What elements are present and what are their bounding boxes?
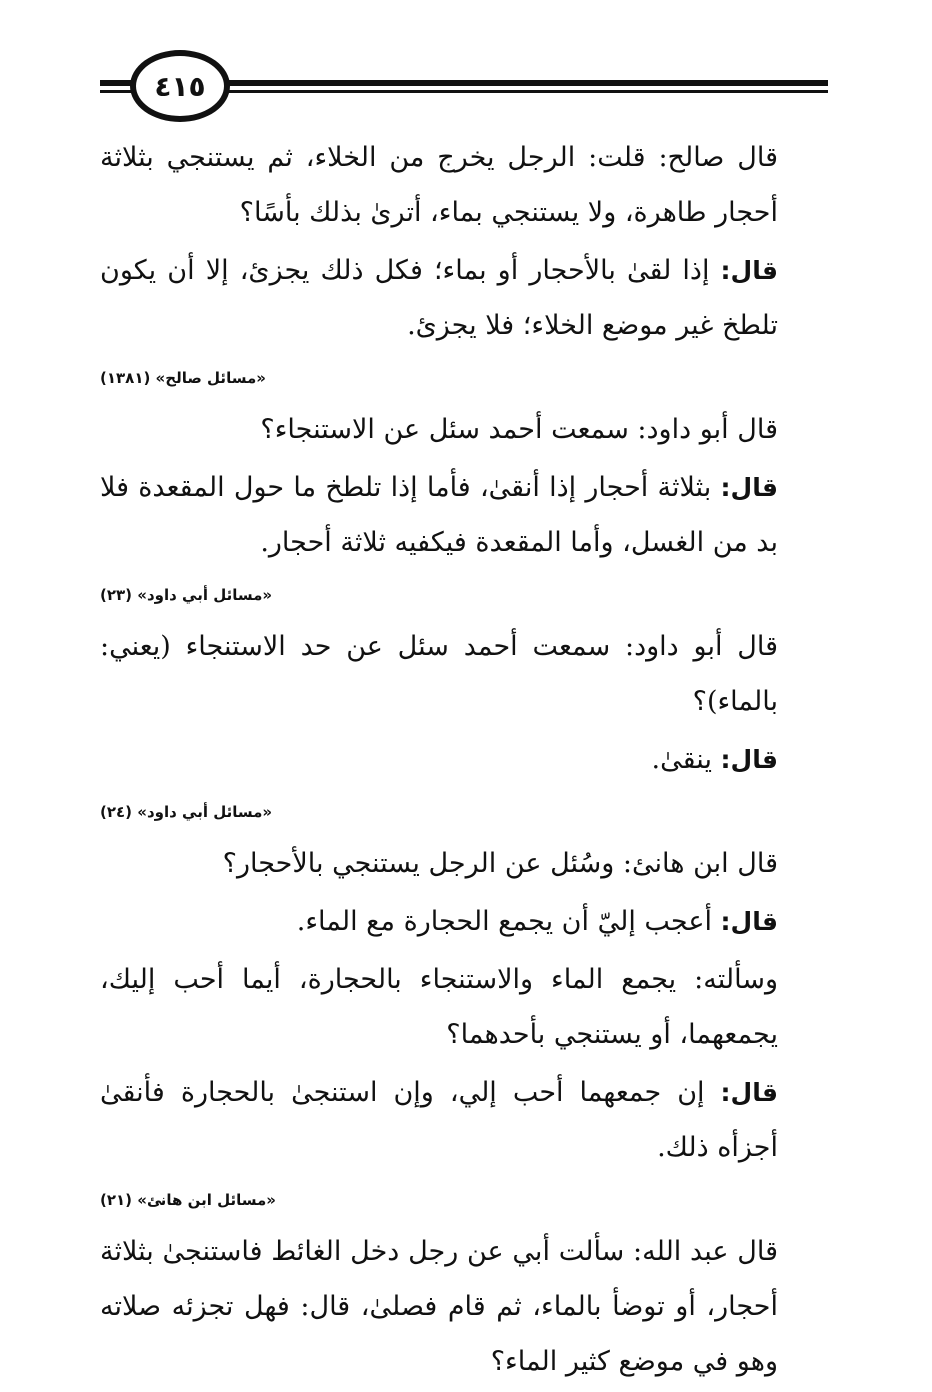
page-header (100, 48, 828, 128)
answer-paragraph (100, 1065, 828, 1175)
paragraph-text: قال ابن هانئ: وسُئل عن الرجل يستنجي بالأحجار؟ (222, 848, 778, 879)
paragraph-text: بثلاثة أحجار إذا أنقىٰ، فأما إذا تلطخ ما حول المقعدة فلا بد من الغسل، وأما المقعدة فيكفيه ثلاثة أحجار. (100, 472, 778, 558)
paragraph-text: قال أبو داود: سمعت أحمد سئل عن الاستنجاء؟ (260, 414, 778, 445)
page-body (100, 130, 828, 1392)
answer-keyword: قال: (720, 256, 778, 285)
source-citation: «مسائل صالح» (١٣٨١) (100, 369, 266, 387)
answer-keyword: قال: (720, 907, 778, 936)
paragraph-text: قال عبد الله: سألت أبي عن رجل دخل الغائط فاستنجىٰ بثلاثة أحجار، أو توضأ بالماء، ثم قام فصلىٰ، قال: فهل تجزئه صلاته وهو في موضع كثير الماء؟ (100, 1236, 778, 1377)
source-citation: «مسائل أبي داود» (٢٤) (100, 803, 273, 821)
paragraph-text: وسألته: يجمع الماء والاستنجاء بالحجارة، أيما أحب إليك، يجمعهما، أو يستنجي بأحدهما؟ (100, 964, 778, 1050)
answer-keyword: قال: (720, 745, 778, 774)
answer-keyword: قال: (720, 1078, 778, 1107)
paragraph-text: قال أبو داود: سمعت أحمد سئل عن حد الاستنجاء (يعني: بالماء)؟ (100, 631, 778, 717)
answer-keyword: قال: (720, 473, 778, 502)
question-paragraph (100, 952, 828, 1062)
paragraph-text: أعجب إليّ أن يجمع الحجارة مع الماء. (296, 906, 721, 937)
question-paragraph (100, 402, 828, 457)
paragraph-text: إن جمعهما أحب إلي، وإن استنجىٰ بالحجارة فأنقىٰ أجزأه ذلك. (100, 1077, 778, 1163)
answer-paragraph (100, 243, 828, 353)
paragraph-text: ينقىٰ. (651, 744, 721, 775)
answer-paragraph (100, 460, 828, 570)
answer-paragraph (100, 732, 828, 787)
source-citation: «مسائل أبي داود» (٢٣) (100, 586, 273, 604)
answer-paragraph (100, 894, 828, 949)
question-paragraph (100, 619, 828, 729)
question-paragraph (100, 836, 828, 891)
source-citation: «مسائل ابن هانئ» (٢١) (100, 1191, 276, 1209)
paragraph-text: إذا لقىٰ بالأحجار أو بماء؛ فكل ذلك يجزئ، إلا أن يكون تلطخ غير موضع الخلاء؛ فلا يجزئ. (100, 255, 778, 341)
question-paragraph (100, 130, 828, 240)
paragraph-text: قال صالح: قلت: الرجل يخرج من الخلاء، ثم يستنجي بثلاثة أحجار طاهرة، ولا يستنجي بماء، أترىٰ بذلك بأسًا؟ (100, 142, 778, 228)
page-number: ٤١٥ (130, 50, 230, 122)
question-paragraph (100, 1224, 828, 1389)
